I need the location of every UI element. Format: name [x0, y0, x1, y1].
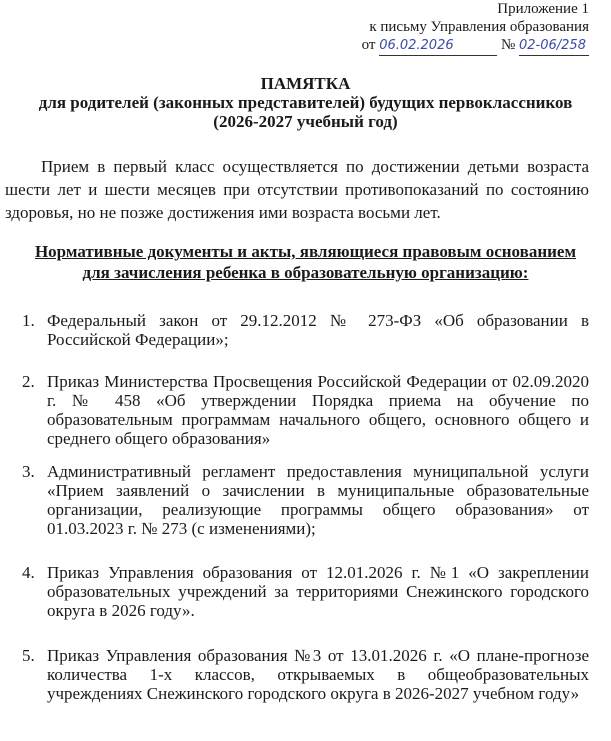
heading-line-1: Нормативные документы и акты, являющиеся правовым основанием — [34, 242, 577, 261]
list-item-text: Приказ Министерства Просвещения Российской Федерации от 02.09.2020 г. № 458 «Об утверждении Порядка приема на обучение по образовательным программам начального общего, основного общего и среднего общего образования» — [47, 372, 589, 448]
appendix-line-2: к письму Управления образования — [369, 19, 589, 35]
number-label: № — [500, 37, 516, 53]
title-line-2: для родителей (законных представителей) будущих первоклассников — [38, 93, 573, 112]
list-item-number: 3. — [22, 462, 35, 481]
date-blank — [379, 36, 497, 56]
title-line-1: ПАМЯТКА — [260, 74, 351, 93]
from-label: от — [361, 37, 376, 53]
heading-line-2: для зачисления ребенка в образовательную организацию: — [82, 263, 529, 282]
document-title — [0, 74, 611, 131]
handwritten-date: 06.02.2026 — [379, 38, 454, 53]
handwritten-number: 02-06/258 — [519, 38, 586, 53]
appendix-line-1: Приложение 1 — [497, 1, 589, 17]
list-item-number: 5. — [22, 646, 35, 665]
title-line-3: (2026-2027 учебный год) — [213, 112, 398, 131]
appendix-block — [362, 0, 589, 56]
list-item-text: Приказ Управления образования №3 от 13.01.2026 г. «О плане-прогнозе количества 1-х классов, открываемых в общеобразовательных учреждениях Снежинского городского округа в 2026-2027 учебном году» — [47, 646, 589, 703]
list-item-number: 2. — [22, 372, 35, 391]
list-item-text: Приказ Управления образования от 12.01.2026 г. №1 «О закреплении образовательных учреждений за территориями Снежинского городского округа в 2026 году». — [47, 563, 589, 620]
intro-paragraph: Прием в первый класс осуществляется по достижении детьми возраста шести лет и шести месяцев при отсутствии противопоказаний по состоянию здоровья, но не позже достижения ими возраста восьми лет. — [5, 157, 589, 222]
appendix-date-number-line — [362, 36, 589, 56]
section-heading — [0, 241, 611, 283]
list-item-number: 1. — [22, 311, 35, 330]
number-blank — [519, 36, 589, 56]
list-item-text: Федеральный закон от 29.12.2012 № 273-ФЗ «Об образовании в Российской Федерации»; — [47, 311, 589, 349]
list-item-number: 4. — [22, 563, 35, 582]
list-item-text: Административный регламент предоставления муниципальной услуги «Прием заявлений о зачислении в муниципальные образовательные организации, реализующие программы общего образования» от 01.03.2023 г. № 273 (с изменениями); — [47, 462, 589, 538]
